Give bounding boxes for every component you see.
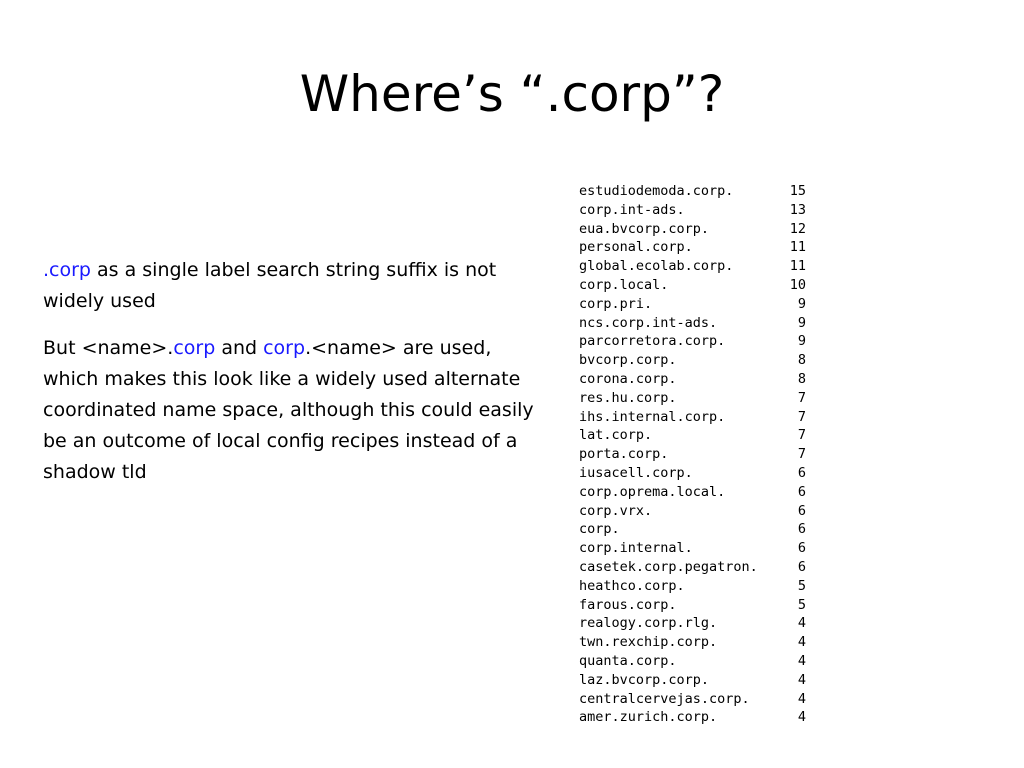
domain-count: 4 [797, 690, 806, 707]
paragraph-2-text-a: But <name>. [43, 337, 174, 359]
domain-row [579, 520, 806, 539]
domain-count: 4 [797, 615, 806, 632]
body-text [43, 255, 543, 488]
domain-row [579, 690, 806, 709]
domain-name: corp.vrx. [579, 502, 653, 519]
domain-row [579, 464, 806, 483]
domain-count: 12 [789, 220, 806, 237]
corp-highlight-1: corp [173, 337, 216, 359]
domain-row [579, 408, 806, 427]
domain-name: twn.rexchip.corp. [579, 634, 718, 651]
paragraph-2-text-c: .<name> are used, which makes this look like a widely used alternate coordinated name space, although this could easily be an outcome of local config recipes instead of a shadow tld [43, 337, 534, 483]
domain-row [579, 426, 806, 445]
domain-row [579, 445, 806, 464]
domain-count: 11 [789, 258, 806, 275]
domain-name: iusacell.corp. [579, 464, 693, 481]
domain-name: ihs.internal.corp. [579, 408, 726, 425]
domain-row [579, 502, 806, 521]
domain-count: 7 [797, 427, 806, 444]
domain-count: 9 [797, 314, 806, 331]
corp-suffix-highlight: .corp [43, 259, 91, 281]
domain-count: 4 [797, 709, 806, 726]
domain-name: corp. [579, 521, 620, 538]
domain-row [579, 238, 806, 257]
domain-count: 6 [797, 502, 806, 519]
paragraph-1-text: as a single label search string suffix is not widely used [43, 259, 497, 312]
domain-name: personal.corp. [579, 239, 693, 256]
domain-count: 9 [797, 333, 806, 350]
domain-count: 4 [797, 671, 806, 688]
domain-count: 6 [797, 558, 806, 575]
domain-count: 6 [797, 540, 806, 557]
domain-row [579, 708, 806, 727]
domain-row [579, 483, 806, 502]
domain-name: amer.zurich.corp. [579, 709, 718, 726]
domain-row [579, 558, 806, 577]
domain-name: parcorretora.corp. [579, 333, 726, 350]
domain-name: porta.corp. [579, 446, 669, 463]
domain-name: estudiodemoda.corp. [579, 183, 734, 199]
domain-name: corp.internal. [579, 540, 693, 557]
domain-name: heathco.corp. [579, 577, 685, 594]
domain-row [579, 351, 806, 370]
domain-row [579, 295, 806, 314]
domain-count: 5 [797, 577, 806, 594]
domain-count: 11 [789, 239, 806, 256]
domain-count: 8 [797, 352, 806, 369]
domain-name: corp.oprema.local. [579, 483, 726, 500]
domain-row [579, 332, 806, 351]
domain-count: 8 [797, 370, 806, 387]
domain-name: ncs.corp.int-ads. [579, 314, 718, 331]
domain-row [579, 539, 806, 558]
domain-count: 7 [797, 446, 806, 463]
paragraph-name-space [43, 333, 543, 488]
paragraph-2-text-b: and [215, 337, 264, 359]
domain-name: bvcorp.corp. [579, 352, 677, 369]
domain-name: res.hu.corp. [579, 389, 677, 406]
domain-row [579, 220, 806, 239]
domain-name: laz.bvcorp.corp. [579, 671, 710, 688]
corp-highlight-2: corp [263, 337, 306, 359]
domain-row [579, 596, 806, 615]
domain-row [579, 633, 806, 652]
domain-name: corp.local. [579, 276, 669, 293]
domain-row [579, 314, 806, 333]
domain-name: casetek.corp.pegatron. [579, 558, 758, 575]
domain-row [579, 182, 806, 201]
domain-count: 4 [797, 652, 806, 669]
paragraph-suffix-usage [43, 255, 543, 317]
domain-name: realogy.corp.rlg. [579, 615, 718, 632]
domain-name: corp.pri. [579, 295, 653, 312]
domain-count: 7 [797, 408, 806, 425]
domain-count: 7 [797, 389, 806, 406]
domain-row [579, 652, 806, 671]
slide-title: Where’s “.corp”? [299, 65, 725, 123]
domain-count-listing [579, 182, 806, 727]
domain-row [579, 257, 806, 276]
domain-row [579, 577, 806, 596]
domain-name: eua.bvcorp.corp. [579, 220, 710, 237]
domain-count: 5 [797, 596, 806, 613]
domain-row [579, 276, 806, 295]
domain-row [579, 201, 806, 220]
domain-count: 4 [797, 634, 806, 651]
domain-count: 6 [797, 521, 806, 538]
domain-count: 6 [797, 464, 806, 481]
domain-name: global.ecolab.corp. [579, 258, 734, 275]
domain-count: 6 [797, 483, 806, 500]
domain-name: corona.corp. [579, 370, 677, 387]
domain-name: lat.corp. [579, 427, 653, 444]
domain-count: 13 [789, 201, 806, 218]
domain-name: corp.int-ads. [579, 201, 685, 218]
domain-name: quanta.corp. [579, 652, 677, 669]
domain-row [579, 671, 806, 690]
domain-name: farous.corp. [579, 596, 677, 613]
domain-count: 10 [789, 276, 806, 293]
domain-row [579, 370, 806, 389]
domain-name: centralcervejas.corp. [579, 690, 750, 707]
domain-count: 9 [797, 295, 806, 312]
domain-count: 15 [789, 183, 806, 199]
domain-row [579, 614, 806, 633]
domain-row [579, 389, 806, 408]
